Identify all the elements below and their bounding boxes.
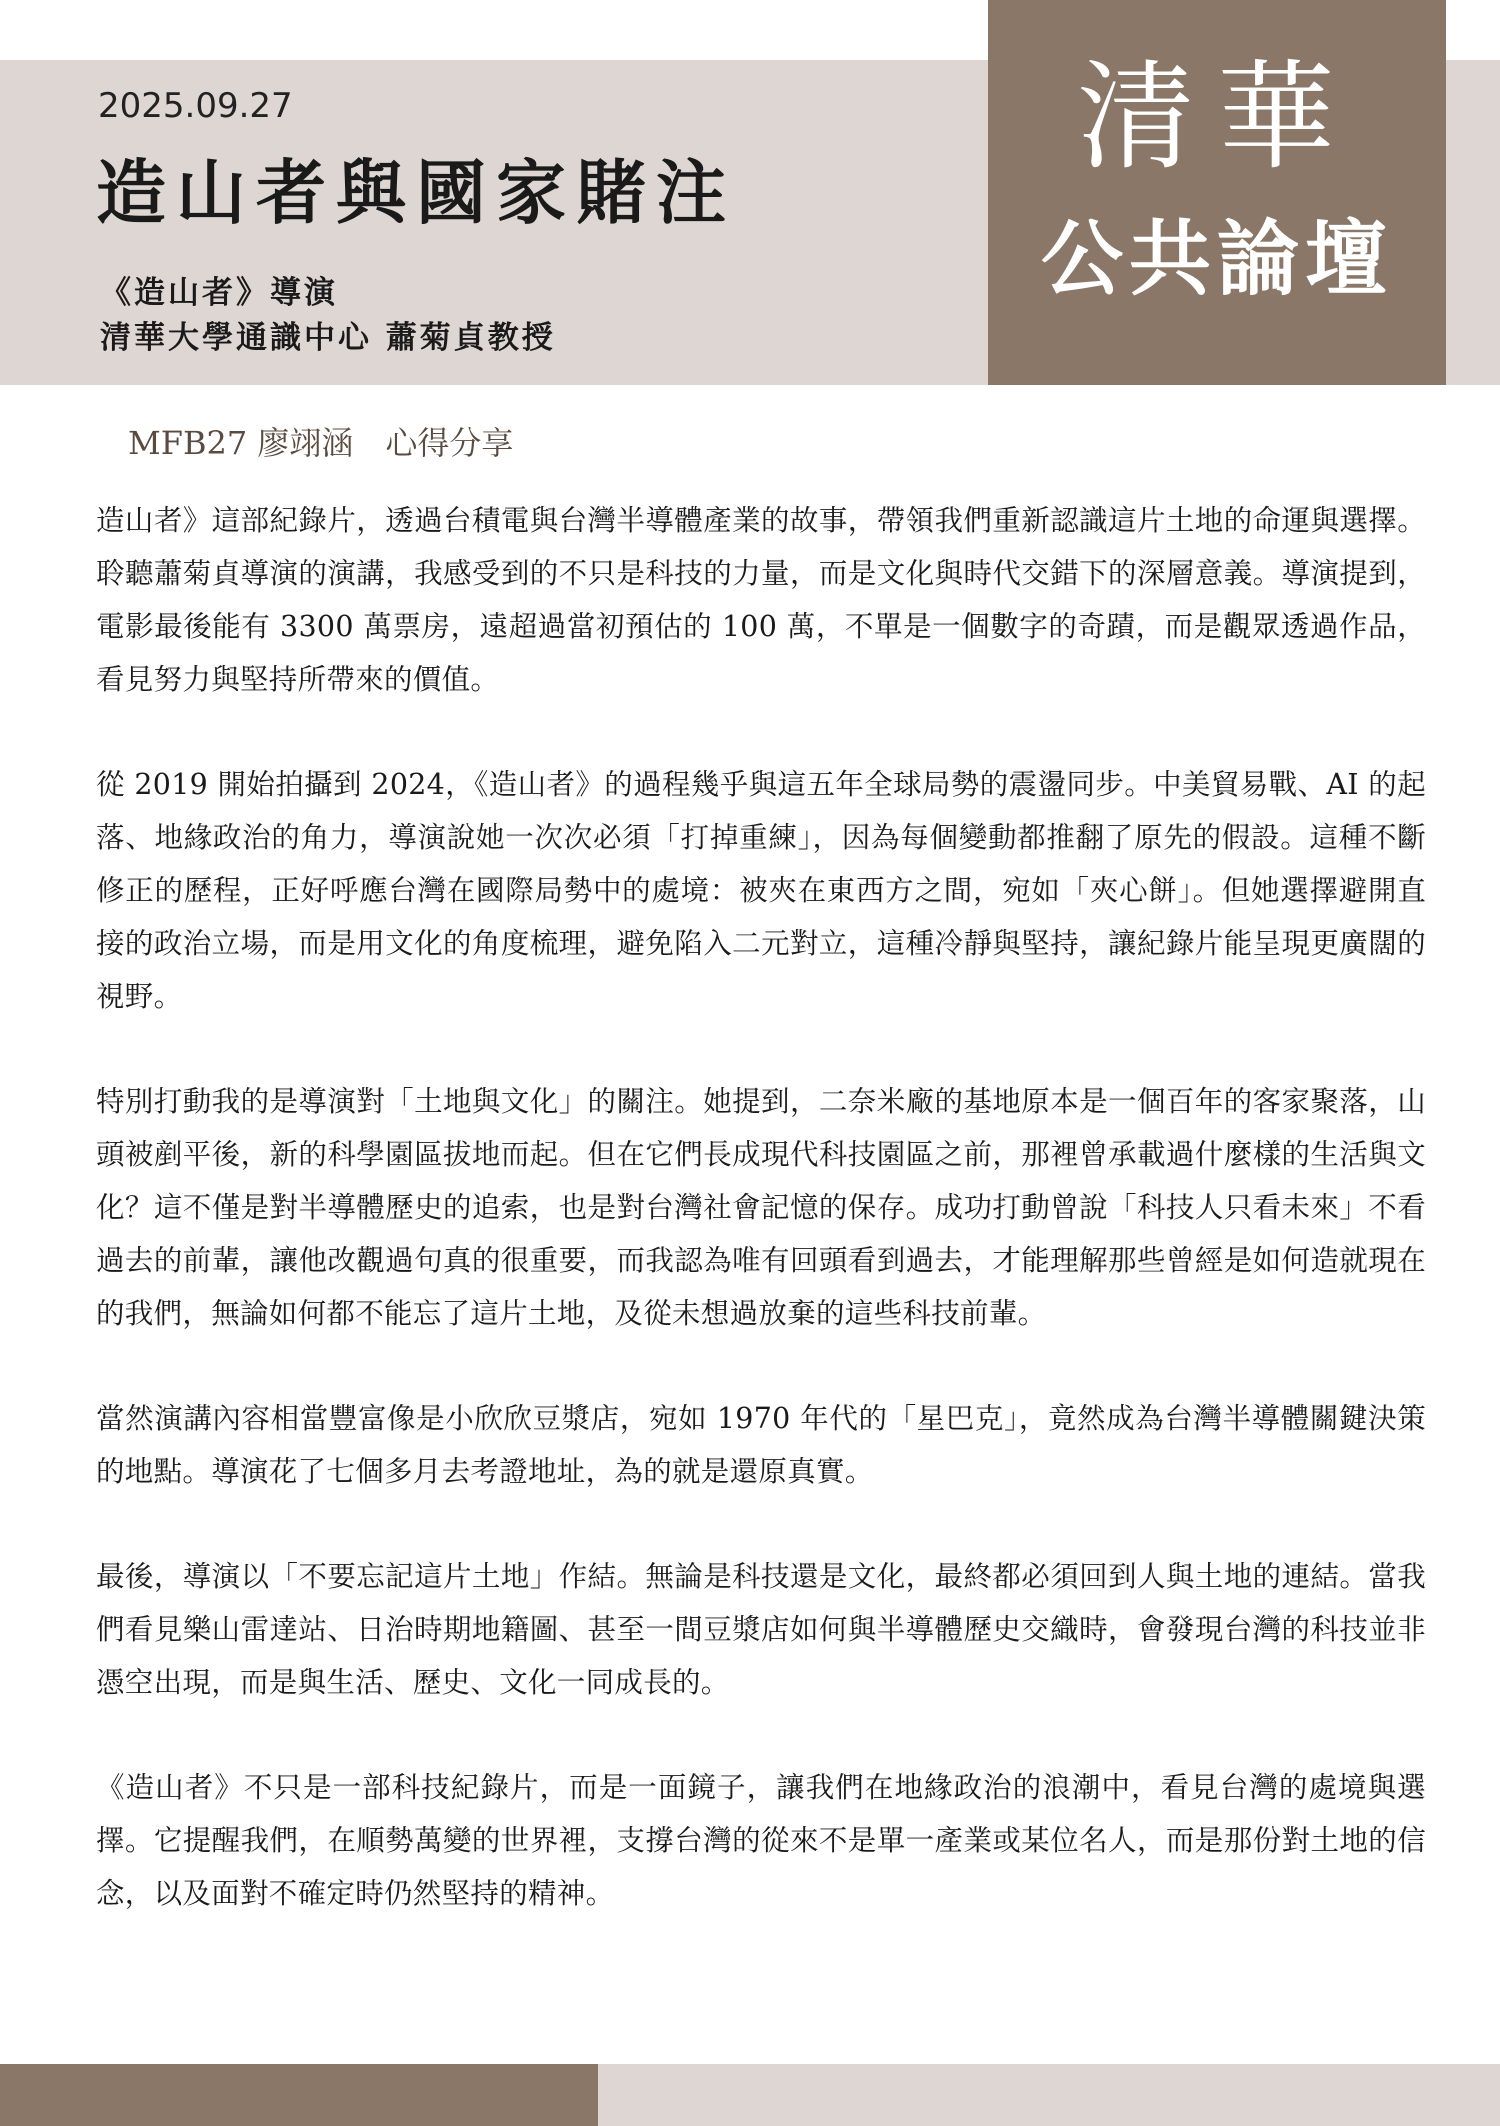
speaker-role: 《造山者》導演 [100,275,338,311]
paragraph: 《造山者》不只是一部科技紀錄片，而是一面鏡子，讓我們在地緣政治的浪潮中，看見台灣的處境與選擇。它提醒我們，在順勢萬變的世界裡，支撐台灣的從來不是單一產業或某位名人，而是那份對土地的信念，以及面對不確定時仍然堅持的精神。 [96,1771,1426,1910]
article-body [96,494,1426,1972]
paragraph: 特別打動我的是導演對「土地與文化」的關注。她提到，二奈米廠的基地原本是一個百年的客家聚落，山頭被剷平後，新的科學園區拔地而起。但在它們長成現代科技園區之前，那裡曾承載過什麼樣的生活與文化？這不僅是對半導體歷史的追索，也是對台灣社會記憶的保存。成功打動曾說「科技人只看未來」不看過去的前輩，讓他改觀過句真的很重要，而我認為唯有回頭看到過去，才能理解那些曾經是如何造就現在的我們，無論如何都不能忘了這片土地，及從未想過放棄的這些科技前輩。 [96,1085,1426,1330]
paragraph: 當然演講內容相當豐富像是小欣欣豆漿店，宛如 1970 年代的「星巴克」，竟然成為台灣半導體關鍵決策的地點。導演花了七個多月去考證地址，為的就是還原真實。 [96,1402,1426,1488]
footer-bar-dark [0,2064,598,2126]
page-title: 造山者與國家賭注 [96,151,736,234]
brand-subname: 公共論壇 [1040,211,1393,307]
paragraph: 造山者》這部紀錄片，透過台積電與台灣半導體產業的故事，帶領我們重新認識這片土地的命運與選擇。聆聽蕭菊貞導演的演講，我感受到的不只是科技的力量，而是文化與時代交錯下的深層意義。導演提到，電影最後能有 3300 萬票房，遠超過當初預估的 100 萬，不單是一個數字的奇蹟，而是觀眾透過作品，看見努力與堅持所帶來的價值。 [96,504,1426,696]
paragraph: 最後，導演以「不要忘記這片土地」作結。無論是科技還是文化，最終都必須回到人與土地的連結。當我們看見樂山雷達站、日治時期地籍圖、甚至一間豆漿店如何與半導體歷史交織時，會發現台灣的科技並非憑空出現，而是與生活、歷史、文化一同成長的。 [96,1560,1426,1699]
speaker-affiliation: 清華大學通識中心 蕭菊貞教授 [100,320,556,356]
footer-bar-light [598,2064,1500,2126]
event-date: 2025.09.27 [98,86,293,126]
author-subtitle: MFB27 廖翊涵 心得分享 [128,424,514,462]
brand-name: 清華 [1076,48,1357,186]
forum-brand-block [988,0,1446,385]
paragraph: 從 2019 開始拍攝到 2024，《造山者》的過程幾乎與這五年全球局勢的震盪同步。中美貿易戰、AI 的起落、地緣政治的角力，導演說她一次次必須「打掉重練」，因為每個變動都推翻了原先的假設。這種不斷修正的歷程，正好呼應台灣在國際局勢中的處境：被夾在東西方之間，宛如「夾心餅」。但她選擇避開直接的政治立場，而是用文化的角度梳理，避免陷入二元對立，這種冷靜與堅持，讓紀錄片能呈現更廣闊的視野。 [96,768,1426,1013]
